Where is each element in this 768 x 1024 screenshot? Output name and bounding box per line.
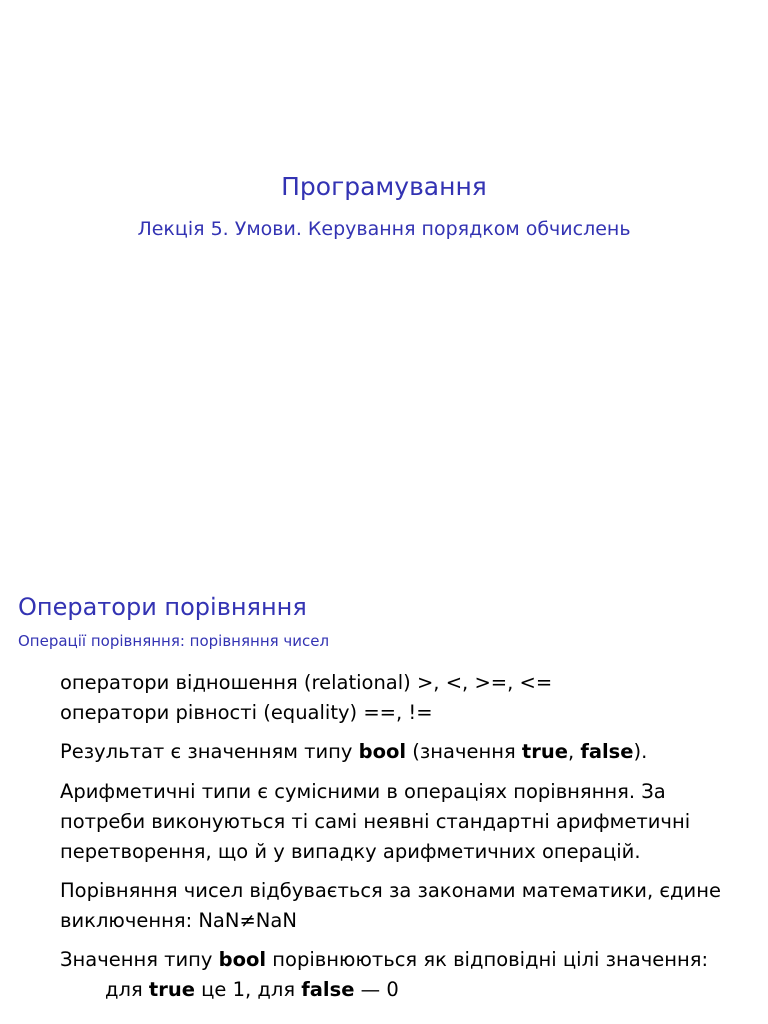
keyword-true: true xyxy=(521,740,568,763)
text-run: — 0 xyxy=(354,978,399,1001)
slide-subtitle: Лекція 5. Умови. Керування порядком обчислень xyxy=(137,218,631,240)
slide-title: Програмування xyxy=(281,172,487,201)
frame-title: Оператори порівняння xyxy=(18,593,307,621)
text-line: потреби виконуються ті самі неявні стандартні арифметичні xyxy=(60,810,691,833)
text-line: оператори відношення (relational) >, <, >=, <= xyxy=(60,671,553,694)
text-line: перетворення, що й у випадку арифметичних операцій. xyxy=(60,840,641,863)
paragraph-number-comparison xyxy=(60,876,740,936)
paragraph-bool-comparison xyxy=(60,945,740,1005)
text-run: Результат є значенням типу xyxy=(60,740,359,763)
text-line: виключення: NaN≠NaN xyxy=(60,909,297,932)
text-line xyxy=(60,945,740,975)
paragraph-result xyxy=(60,737,740,767)
text-line: оператори рівності (equality) ==, != xyxy=(60,701,433,724)
text-run: для xyxy=(105,978,149,1001)
text-line: Порівняння чисел відбувається за законами математики, єдине xyxy=(60,879,721,902)
text-run: (значення xyxy=(406,740,522,763)
keyword-bool: bool xyxy=(358,740,407,763)
keyword-false: false xyxy=(580,740,634,763)
paragraph-operators xyxy=(60,668,740,728)
text-line: Арифметичні типи є сумісними в операціях порівняння. За xyxy=(60,780,666,803)
frame-subtitle: Операції порівняння: порівняння чисел xyxy=(18,632,330,650)
text-line xyxy=(60,975,740,1005)
text-run: , xyxy=(567,740,581,763)
paragraph-arithmetic-types xyxy=(60,777,740,867)
text-run: це 1, для xyxy=(194,978,302,1001)
text-run: ). xyxy=(633,740,648,763)
text-run: Значення типу xyxy=(60,948,219,971)
text-run: порівнюються як відповідні цілі значення: xyxy=(266,948,709,971)
content-slide xyxy=(0,576,768,1024)
keyword-bool: bool xyxy=(218,948,267,971)
keyword-false: false xyxy=(301,978,355,1001)
keyword-true: true xyxy=(148,978,195,1001)
